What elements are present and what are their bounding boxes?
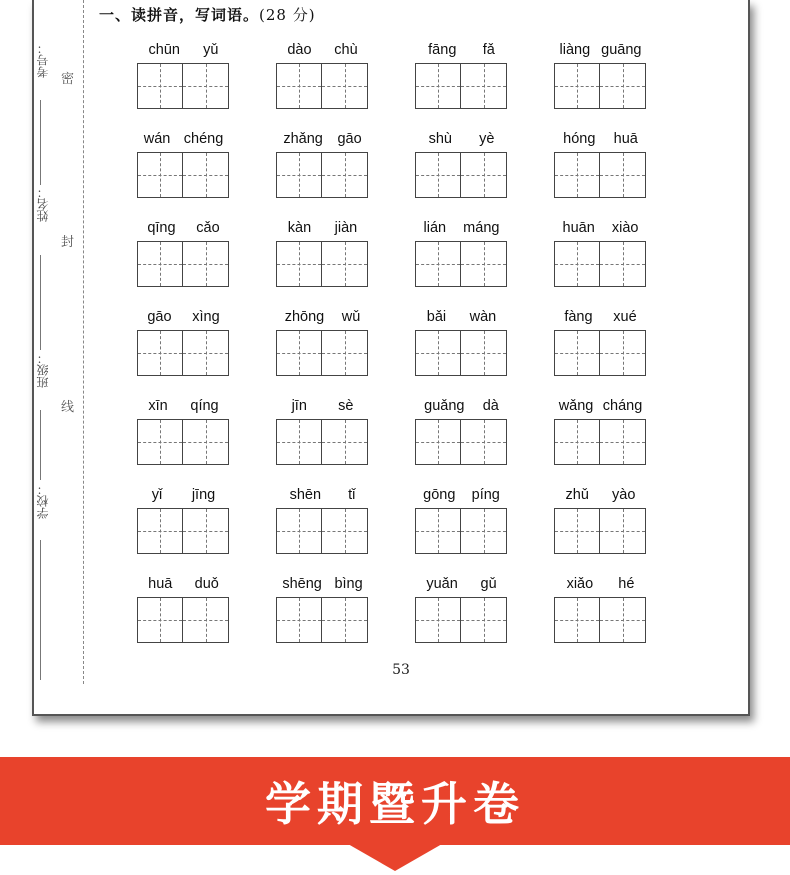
- tianzige-box[interactable]: [322, 508, 368, 554]
- tianzige-box[interactable]: [137, 597, 183, 643]
- pinyin-label: [137, 398, 230, 418]
- writing-boxes: [554, 241, 646, 287]
- pinyin-label: [415, 398, 508, 418]
- tianzige-box[interactable]: [322, 597, 368, 643]
- pinyin-syllable: liàng: [559, 42, 591, 58]
- pinyin-label: [415, 131, 508, 151]
- pinyin-syllable: yè: [479, 131, 495, 147]
- word-item: [276, 309, 369, 398]
- writing-boxes: [137, 419, 229, 465]
- tianzige-box[interactable]: [600, 241, 646, 287]
- tianzige-box[interactable]: [415, 63, 461, 109]
- tianzige-box[interactable]: [461, 597, 507, 643]
- pinyin-syllable: shēng: [282, 576, 322, 592]
- writing-boxes: [137, 508, 229, 554]
- margin-label-class: 班级：: [36, 352, 50, 388]
- word-item: [276, 131, 369, 220]
- word-item: [276, 42, 369, 131]
- pinyin-label: [137, 42, 230, 62]
- pinyin-syllable: wǔ: [341, 309, 361, 325]
- pinyin-syllable: jīn: [291, 398, 307, 414]
- pinyin-syllable: gōng: [423, 487, 456, 503]
- tianzige-box[interactable]: [415, 597, 461, 643]
- tianzige-box[interactable]: [461, 330, 507, 376]
- pinyin-label: [137, 576, 230, 596]
- pinyin-label: [554, 576, 647, 596]
- tianzige-box[interactable]: [554, 508, 600, 554]
- pinyin-syllable: huā: [148, 576, 173, 592]
- tianzige-box[interactable]: [600, 63, 646, 109]
- writing-boxes: [554, 63, 646, 109]
- word-item: [415, 309, 508, 398]
- pinyin-label: [415, 576, 508, 596]
- tianzige-box[interactable]: [461, 63, 507, 109]
- writing-boxes: [137, 241, 229, 287]
- margin-blank-line: [40, 410, 41, 480]
- pinyin-syllable: hóng: [563, 131, 596, 147]
- writing-boxes: [276, 63, 368, 109]
- writing-boxes: [137, 597, 229, 643]
- word-item: [415, 487, 508, 576]
- tianzige-box[interactable]: [137, 241, 183, 287]
- section-score: (28 分): [259, 6, 316, 24]
- pinyin-syllable: máng: [463, 220, 500, 236]
- pinyin-label: [415, 309, 508, 329]
- tianzige-box[interactable]: [461, 241, 507, 287]
- pinyin-syllable: qīng: [147, 220, 176, 236]
- pinyin-label: [554, 398, 647, 418]
- tianzige-box[interactable]: [183, 508, 229, 554]
- pinyin-syllable: yǔ: [203, 42, 219, 58]
- pinyin-syllable: yào: [612, 487, 636, 503]
- word-item: [415, 576, 508, 665]
- writing-boxes: [415, 508, 507, 554]
- pinyin-syllable: yǐ: [151, 487, 163, 503]
- tianzige-box[interactable]: [415, 419, 461, 465]
- margin-blank-line: [40, 100, 41, 185]
- pinyin-syllable: xiǎo: [566, 576, 594, 592]
- tianzige-box[interactable]: [322, 241, 368, 287]
- pinyin-label: [137, 487, 230, 507]
- word-item: [276, 487, 369, 576]
- seal-char-xian: 线: [61, 400, 75, 415]
- word-item: [415, 398, 508, 487]
- tianzige-box[interactable]: [600, 597, 646, 643]
- pinyin-syllable: yuǎn: [426, 576, 458, 592]
- tianzige-box[interactable]: [554, 241, 600, 287]
- word-item: [415, 220, 508, 309]
- word-item: [137, 309, 230, 398]
- word-item: [137, 220, 230, 309]
- tianzige-box[interactable]: [137, 330, 183, 376]
- pinyin-syllable: jīng: [191, 487, 216, 503]
- tianzige-box[interactable]: [137, 508, 183, 554]
- pinyin-syllable: sè: [338, 398, 354, 414]
- pinyin-syllable: xué: [613, 309, 637, 325]
- word-item: [554, 309, 647, 398]
- pinyin-label: [415, 220, 508, 240]
- pinyin-syllable: chūn: [148, 42, 180, 58]
- writing-boxes: [415, 63, 507, 109]
- page-number: 53: [392, 662, 410, 678]
- pinyin-label: [554, 131, 647, 151]
- writing-boxes: [276, 241, 368, 287]
- pinyin-syllable: tǐ: [348, 487, 356, 503]
- pinyin-syllable: dà: [482, 398, 499, 414]
- writing-boxes: [415, 330, 507, 376]
- pinyin-syllable: shù: [428, 131, 452, 147]
- writing-boxes: [554, 597, 646, 643]
- pinyin-syllable: qíng: [190, 398, 219, 414]
- tianzige-box[interactable]: [600, 152, 646, 198]
- tianzige-box[interactable]: [183, 241, 229, 287]
- pinyin-syllable: jiàn: [334, 220, 358, 236]
- pinyin-syllable: wán: [143, 131, 171, 147]
- writing-boxes: [415, 419, 507, 465]
- word-item: [554, 487, 647, 576]
- tianzige-box[interactable]: [183, 597, 229, 643]
- pinyin-exercise-grid: [137, 42, 647, 665]
- pinyin-label: [276, 42, 369, 62]
- tianzige-box[interactable]: [461, 419, 507, 465]
- tianzige-box[interactable]: [461, 152, 507, 198]
- section-title: [99, 4, 316, 25]
- margin-blank-line: [40, 255, 41, 350]
- writing-boxes: [137, 152, 229, 198]
- margin-blank-line: [40, 540, 41, 680]
- writing-boxes: [276, 508, 368, 554]
- tianzige-box[interactable]: [183, 152, 229, 198]
- pinyin-syllable: duǒ: [194, 576, 219, 592]
- tianzige-box[interactable]: [137, 152, 183, 198]
- tianzige-box[interactable]: [183, 419, 229, 465]
- pinyin-label: [415, 42, 508, 62]
- tianzige-box[interactable]: [600, 330, 646, 376]
- word-item: [137, 398, 230, 487]
- pinyin-syllable: kàn: [287, 220, 312, 236]
- pinyin-syllable: shēn: [289, 487, 322, 503]
- tianzige-box[interactable]: [322, 152, 368, 198]
- pinyin-syllable: chù: [334, 42, 358, 58]
- pinyin-label: [276, 398, 369, 418]
- tianzige-box[interactable]: [137, 419, 183, 465]
- writing-boxes: [415, 241, 507, 287]
- pinyin-label: [415, 487, 508, 507]
- pinyin-label: [554, 42, 647, 62]
- pinyin-syllable: xìng: [192, 309, 220, 325]
- writing-boxes: [276, 152, 368, 198]
- pinyin-syllable: hé: [618, 576, 635, 592]
- pinyin-label: [554, 220, 647, 240]
- pinyin-syllable: huā: [613, 131, 638, 147]
- word-item: [276, 220, 369, 309]
- pinyin-syllable: guāng: [601, 42, 642, 58]
- writing-boxes: [554, 419, 646, 465]
- tianzige-box[interactable]: [276, 508, 322, 554]
- pinyin-syllable: bǎi: [426, 309, 447, 325]
- banner-title: 学期暨升卷: [265, 777, 525, 831]
- word-item: [137, 42, 230, 131]
- word-item: [554, 220, 647, 309]
- pinyin-label: [554, 309, 647, 329]
- writing-boxes: [276, 597, 368, 643]
- section-title-text: 一、读拼音，写词语。: [99, 6, 260, 24]
- pinyin-syllable: wàn: [469, 309, 497, 325]
- tianzige-box[interactable]: [322, 419, 368, 465]
- tianzige-box[interactable]: [276, 63, 322, 109]
- tianzige-box[interactable]: [322, 330, 368, 376]
- pinyin-syllable: lián: [423, 220, 447, 236]
- pinyin-syllable: gǔ: [480, 576, 497, 592]
- pinyin-syllable: gāo: [147, 309, 172, 325]
- pinyin-label: [137, 220, 230, 240]
- pinyin-label: [276, 220, 369, 240]
- writing-boxes: [137, 63, 229, 109]
- tianzige-box[interactable]: [415, 241, 461, 287]
- pinyin-label: [276, 309, 369, 329]
- seal-char-feng: 封: [61, 235, 75, 250]
- pinyin-label: [137, 309, 230, 329]
- pinyin-syllable: fāng: [428, 42, 457, 58]
- margin-label-exam-number: 考号：: [36, 42, 50, 78]
- pinyin-label: [554, 487, 647, 507]
- pinyin-syllable: xīn: [148, 398, 168, 414]
- word-item: [276, 576, 369, 665]
- pinyin-syllable: zhōng: [284, 309, 325, 325]
- tianzige-box[interactable]: [415, 152, 461, 198]
- tianzige-box[interactable]: [554, 419, 600, 465]
- tianzige-box[interactable]: [276, 152, 322, 198]
- tianzige-box[interactable]: [276, 330, 322, 376]
- tianzige-box[interactable]: [183, 63, 229, 109]
- pinyin-label: [276, 576, 369, 596]
- pinyin-syllable: cháng: [602, 398, 643, 414]
- pinyin-syllable: zhǔ: [565, 487, 589, 503]
- writing-boxes: [137, 330, 229, 376]
- pinyin-syllable: guǎng: [424, 398, 465, 414]
- tianzige-box[interactable]: [183, 330, 229, 376]
- writing-boxes: [554, 330, 646, 376]
- tianzige-box[interactable]: [461, 508, 507, 554]
- writing-boxes: [415, 152, 507, 198]
- pinyin-syllable: dào: [287, 42, 312, 58]
- pinyin-syllable: píng: [471, 487, 500, 503]
- writing-boxes: [276, 419, 368, 465]
- writing-boxes: [554, 508, 646, 554]
- pinyin-label: [276, 487, 369, 507]
- writing-boxes: [415, 597, 507, 643]
- tianzige-box[interactable]: [415, 508, 461, 554]
- pinyin-syllable: wǎng: [558, 398, 594, 414]
- promo-banner: [0, 757, 790, 845]
- tianzige-box[interactable]: [600, 419, 646, 465]
- seal-char-mi: 密: [61, 72, 75, 87]
- word-item: [554, 398, 647, 487]
- pinyin-syllable: bìng: [334, 576, 363, 592]
- tianzige-box[interactable]: [554, 152, 600, 198]
- tianzige-box[interactable]: [137, 63, 183, 109]
- pinyin-syllable: cǎo: [196, 220, 220, 236]
- writing-boxes: [276, 330, 368, 376]
- word-item: [554, 42, 647, 131]
- tianzige-box[interactable]: [554, 597, 600, 643]
- binding-margin-line: [83, 0, 84, 684]
- pinyin-syllable: chéng: [183, 131, 224, 147]
- tianzige-box[interactable]: [276, 419, 322, 465]
- tianzige-box[interactable]: [322, 63, 368, 109]
- banner-arrow-icon: [348, 844, 442, 871]
- pinyin-syllable: fàng: [564, 309, 593, 325]
- tianzige-box[interactable]: [415, 330, 461, 376]
- pinyin-label: [276, 131, 369, 151]
- word-item: [554, 576, 647, 665]
- tianzige-box[interactable]: [276, 597, 322, 643]
- pinyin-label: [137, 131, 230, 151]
- pinyin-syllable: zhǎng: [283, 131, 323, 147]
- tianzige-box[interactable]: [554, 330, 600, 376]
- writing-boxes: [554, 152, 646, 198]
- tianzige-box[interactable]: [554, 63, 600, 109]
- pinyin-syllable: xiào: [611, 220, 639, 236]
- word-item: [137, 131, 230, 220]
- tianzige-box[interactable]: [600, 508, 646, 554]
- word-item: [554, 131, 647, 220]
- margin-label-name: 姓名：: [36, 186, 50, 222]
- word-item: [276, 398, 369, 487]
- word-item: [415, 42, 508, 131]
- word-item: [137, 487, 230, 576]
- pinyin-syllable: gāo: [337, 131, 362, 147]
- pinyin-syllable: huān: [562, 220, 595, 236]
- tianzige-box[interactable]: [276, 241, 322, 287]
- margin-label-school: 学校：: [36, 483, 50, 519]
- word-item: [415, 131, 508, 220]
- pinyin-syllable: fǎ: [482, 42, 495, 58]
- word-item: [137, 576, 230, 665]
